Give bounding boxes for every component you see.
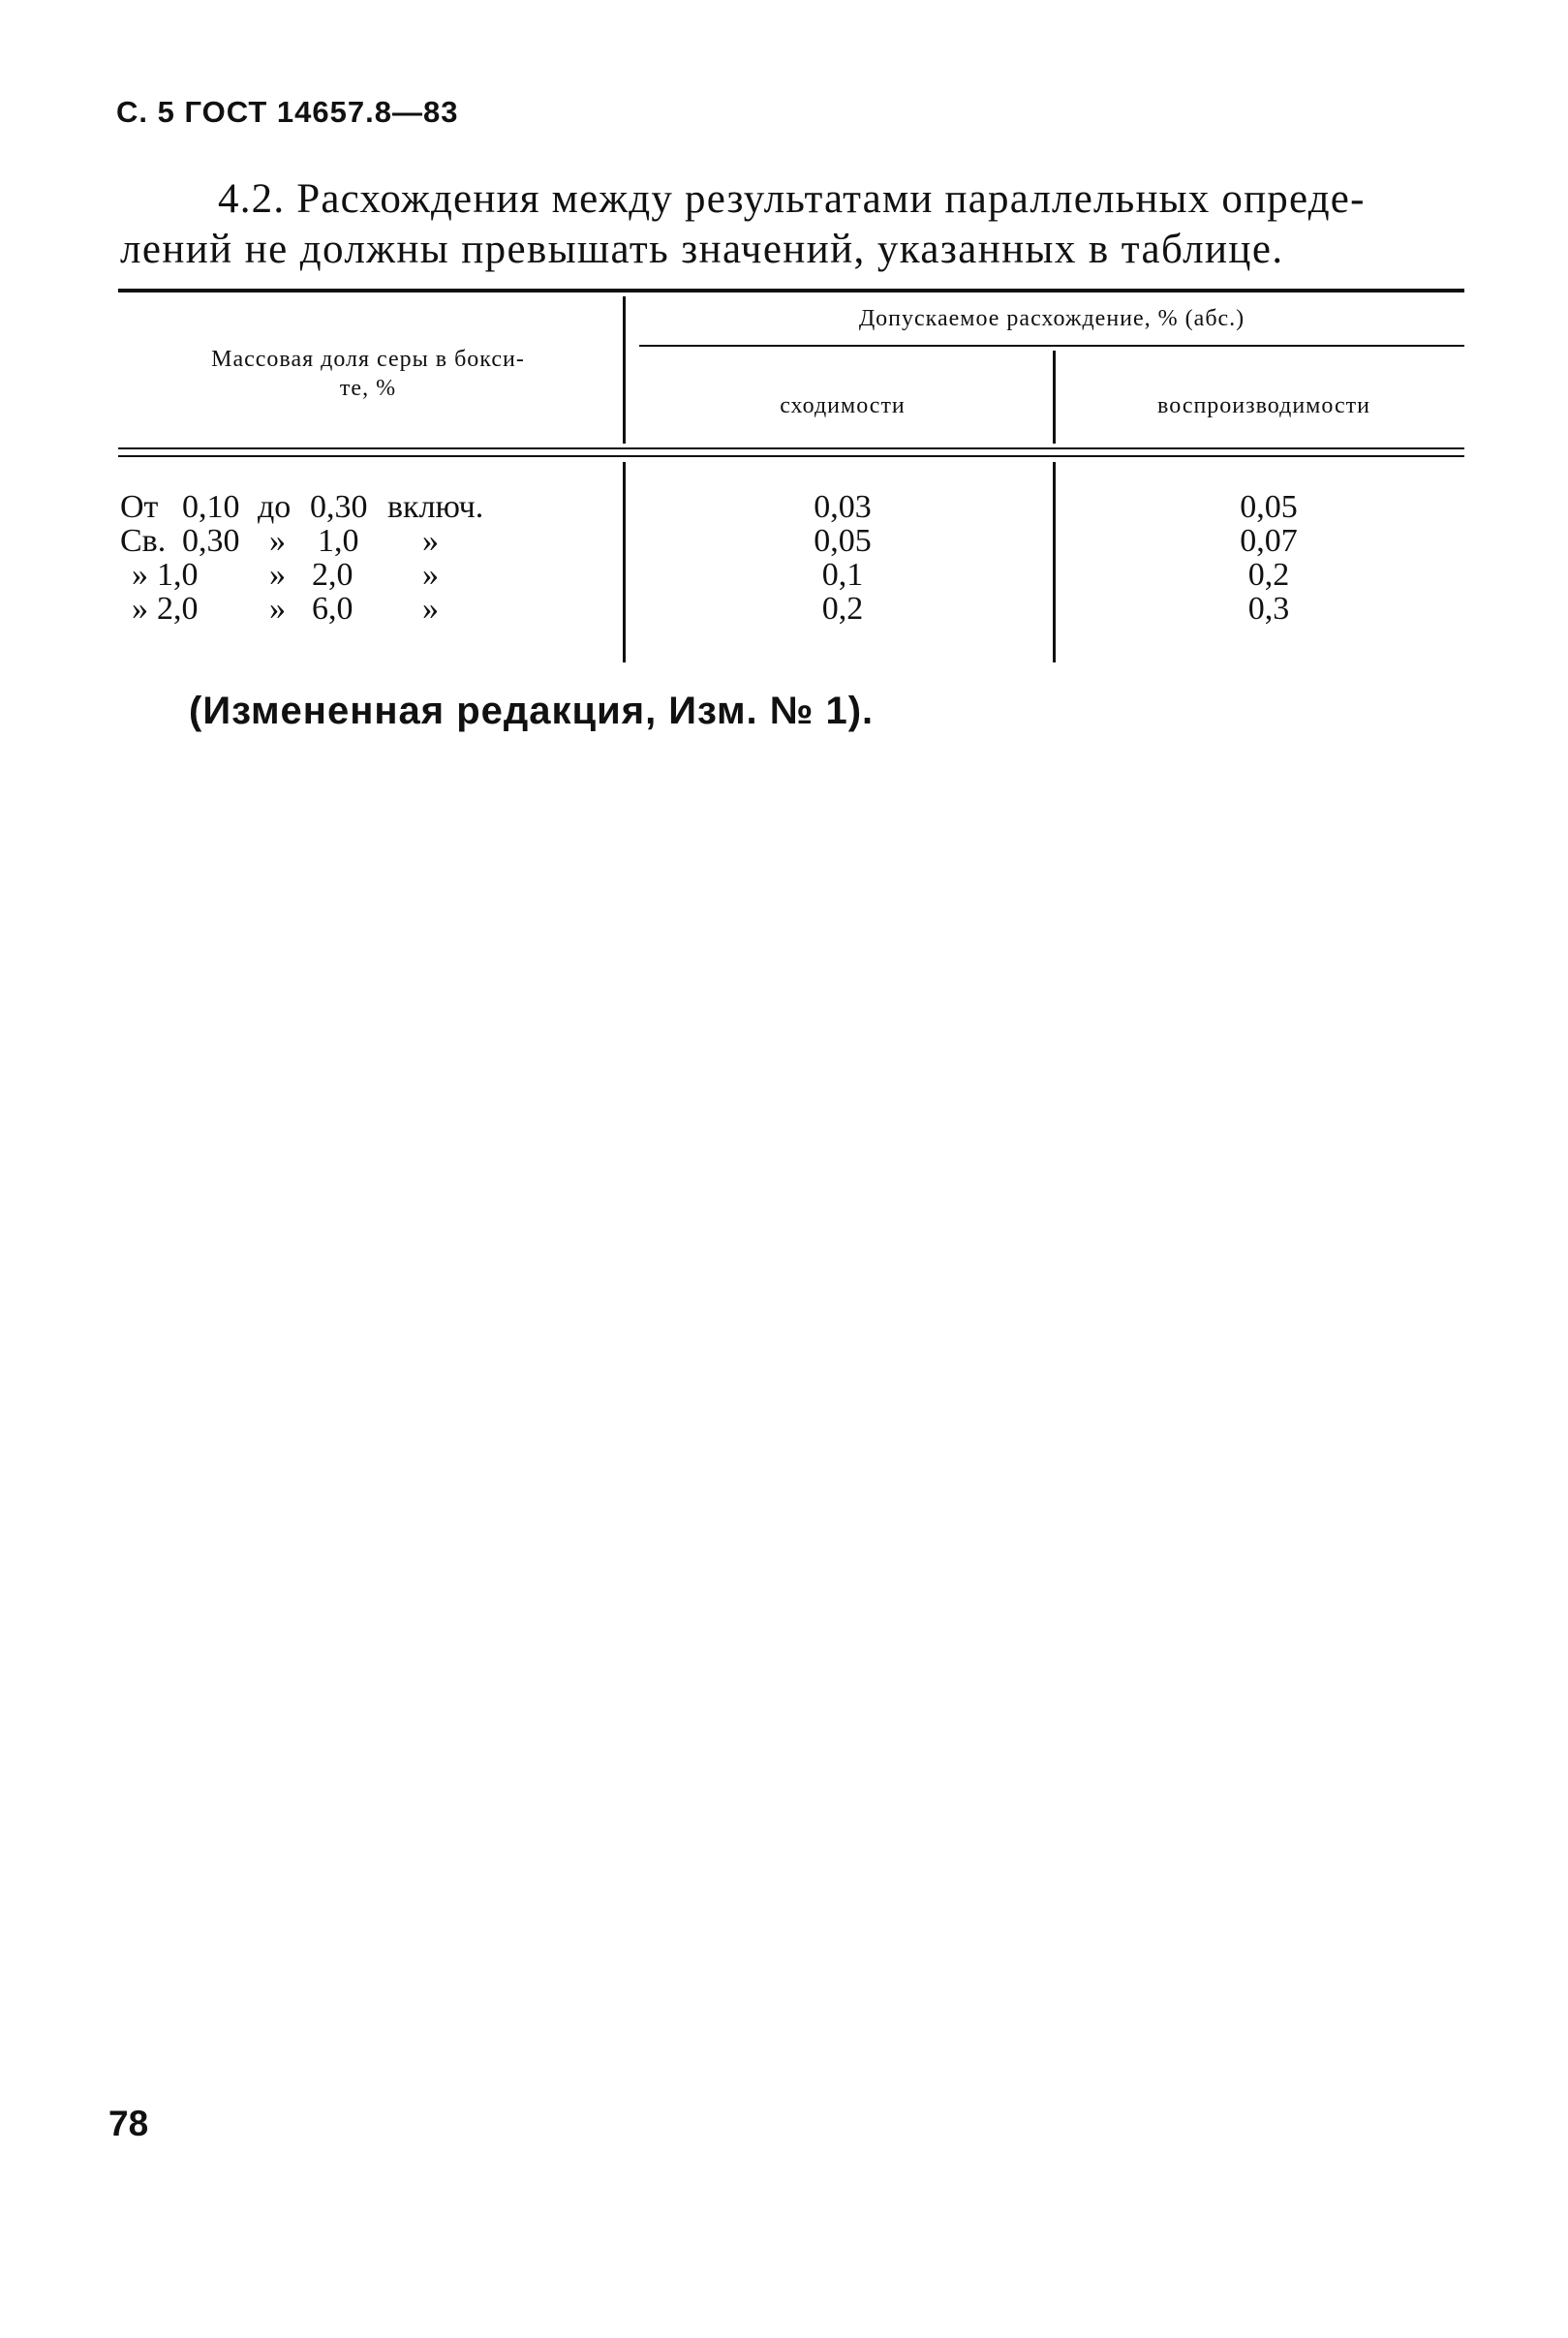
row-from-value: 0,10 bbox=[182, 489, 240, 525]
convergence-value: 0,03 bbox=[814, 489, 872, 525]
group-header-rule bbox=[639, 345, 1464, 347]
row-to-value: 2,0 bbox=[312, 557, 354, 593]
row-to-value: 0,30 bbox=[310, 489, 368, 525]
row-prefix: » bbox=[132, 591, 148, 627]
col-divider-2-header bbox=[1053, 351, 1056, 444]
row-prefix: » bbox=[132, 557, 148, 593]
page-header: С. 5 ГОСТ 14657.8—83 bbox=[116, 95, 459, 129]
row-from-value: 1,0 bbox=[157, 557, 199, 593]
row-connector: » bbox=[269, 523, 286, 559]
convergence-value: 0,1 bbox=[821, 557, 864, 593]
row-from-value: 0,30 bbox=[182, 523, 240, 559]
clause-line-1: 4.2. Расхождения между результатами параллельных опреде- bbox=[218, 176, 1366, 222]
col-reproducibility-header: воспроизводимости bbox=[1157, 393, 1370, 418]
clause-line-2: лений не должны превышать значений, указанных в таблице. bbox=[120, 227, 1284, 272]
header-bottom-rule-1 bbox=[118, 447, 1464, 449]
group-header-tolerance: Допускаемое расхождение, % (абс.) bbox=[858, 306, 1245, 331]
col-sulfur-header-line-2: те, % bbox=[339, 376, 397, 401]
row-to-value: 6,0 bbox=[312, 591, 354, 627]
row-prefix: Св. bbox=[120, 523, 167, 559]
col-divider-2-body bbox=[1053, 462, 1056, 662]
col-divider-1-header bbox=[623, 296, 626, 444]
row-suffix: включ. bbox=[387, 489, 484, 525]
row-connector: » bbox=[269, 557, 286, 593]
col-divider-1-body bbox=[623, 462, 626, 662]
row-connector: » bbox=[269, 591, 286, 627]
row-suffix: » bbox=[422, 591, 439, 627]
col-sulfur-header-line-1: Массовая доля серы в бокси- bbox=[211, 347, 525, 372]
convergence-value: 0,05 bbox=[814, 523, 872, 559]
col-convergence-header: сходимости bbox=[780, 393, 906, 418]
row-suffix: » bbox=[422, 523, 439, 559]
reproducibility-value: 0,07 bbox=[1240, 523, 1298, 559]
clause-4-2 bbox=[120, 174, 1471, 275]
page-number: 78 bbox=[108, 2104, 149, 2143]
row-connector: до bbox=[258, 489, 292, 525]
reproducibility-value: 0,2 bbox=[1247, 557, 1290, 593]
reproducibility-value: 0,05 bbox=[1240, 489, 1298, 525]
amendment-note: (Измененная редакция, Изм. № 1). bbox=[189, 690, 875, 732]
col-sulfur-header bbox=[126, 345, 610, 403]
table-top-rule bbox=[118, 289, 1464, 292]
row-to-value: 1,0 bbox=[318, 523, 359, 559]
convergence-value: 0,2 bbox=[821, 591, 864, 627]
header-bottom-rule-2 bbox=[118, 455, 1464, 457]
row-suffix: » bbox=[422, 557, 439, 593]
row-prefix: От bbox=[120, 489, 159, 525]
row-from-value: 2,0 bbox=[157, 591, 199, 627]
reproducibility-value: 0,3 bbox=[1247, 591, 1290, 627]
